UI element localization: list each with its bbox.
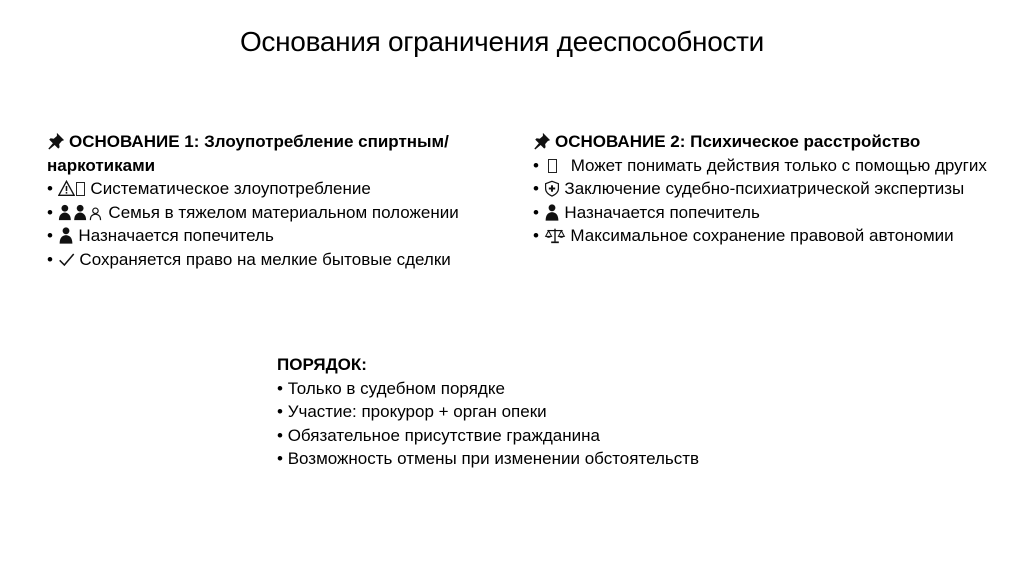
bullet: • bbox=[277, 402, 283, 422]
basis-1-item-2: Семья в тяжелом материальном положении bbox=[108, 202, 459, 222]
procedure-item-3: Обязательное присутствие гражданина bbox=[287, 425, 600, 445]
basis-1-heading bbox=[47, 130, 467, 177]
bullet: • bbox=[277, 378, 283, 398]
bullet: • bbox=[533, 226, 539, 246]
basis-2-block bbox=[533, 130, 1003, 248]
list-item bbox=[47, 224, 467, 248]
list-item bbox=[277, 377, 797, 401]
list-item bbox=[533, 177, 1003, 201]
bullet: • bbox=[47, 202, 53, 222]
basis-2-item-4: Максимальное сохранение правовой автономии bbox=[570, 226, 954, 246]
list-item bbox=[533, 201, 1003, 225]
pushpin-icon bbox=[47, 132, 65, 150]
basis-2-item-2: Заключение судебно-психиатрической экспертизы bbox=[564, 179, 965, 199]
warning-icon bbox=[58, 180, 75, 197]
basis-2-item-3: Назначается попечитель bbox=[564, 202, 760, 222]
scales-icon bbox=[544, 227, 566, 244]
bullet: • bbox=[533, 155, 539, 175]
bullet: • bbox=[47, 179, 53, 199]
basis-2-heading-text: ОСНОВАНИЕ 2: Психическое расстройство bbox=[555, 132, 921, 151]
bullet: • bbox=[533, 202, 539, 222]
list-item bbox=[277, 447, 797, 471]
procedure-item-1: Только в судебном порядке bbox=[287, 378, 505, 398]
list-item bbox=[47, 248, 467, 272]
slide-title: Основания ограничения дееспособности bbox=[239, 26, 765, 57]
bullet: • bbox=[47, 249, 53, 269]
procedure-item-4: Возможность отмены при изменении обстоятельств bbox=[287, 449, 700, 469]
basis-2-item-1: Может понимать действия только с помощью других bbox=[570, 155, 987, 175]
procedure-block bbox=[277, 353, 797, 471]
bullet: • bbox=[277, 449, 283, 469]
person-icon bbox=[544, 204, 560, 221]
missing-glyph-icon bbox=[76, 182, 85, 196]
list-item bbox=[533, 224, 1003, 248]
basis-1-heading-text: ОСНОВАНИЕ 1: Злоупотребление спиртным/наркотиками bbox=[47, 132, 449, 175]
basis-1-block bbox=[47, 130, 467, 272]
list-item bbox=[533, 154, 1003, 178]
basis-1-item-3: Назначается попечитель bbox=[78, 226, 274, 246]
checkmark-icon bbox=[58, 251, 75, 268]
person-icon bbox=[58, 227, 74, 244]
bullet: • bbox=[47, 226, 53, 246]
pushpin-icon bbox=[533, 132, 551, 150]
list-item bbox=[277, 400, 797, 424]
procedure-item-2: Участие: прокурор + орган опеки bbox=[287, 402, 547, 422]
basis-1-item-1: Систематическое злоупотребление bbox=[90, 179, 371, 199]
list-item bbox=[47, 177, 467, 201]
bullet: • bbox=[277, 425, 283, 445]
basis-2-heading bbox=[533, 130, 1003, 154]
list-item bbox=[47, 201, 467, 225]
bullet: • bbox=[533, 179, 539, 199]
family-icon bbox=[58, 204, 104, 221]
basis-1-item-4: Сохраняется право на мелкие бытовые сделки bbox=[79, 249, 451, 269]
missing-glyph-icon bbox=[548, 159, 557, 173]
shield-icon bbox=[544, 180, 560, 197]
procedure-heading: ПОРЯДОК: bbox=[277, 355, 367, 374]
list-item bbox=[277, 424, 797, 448]
